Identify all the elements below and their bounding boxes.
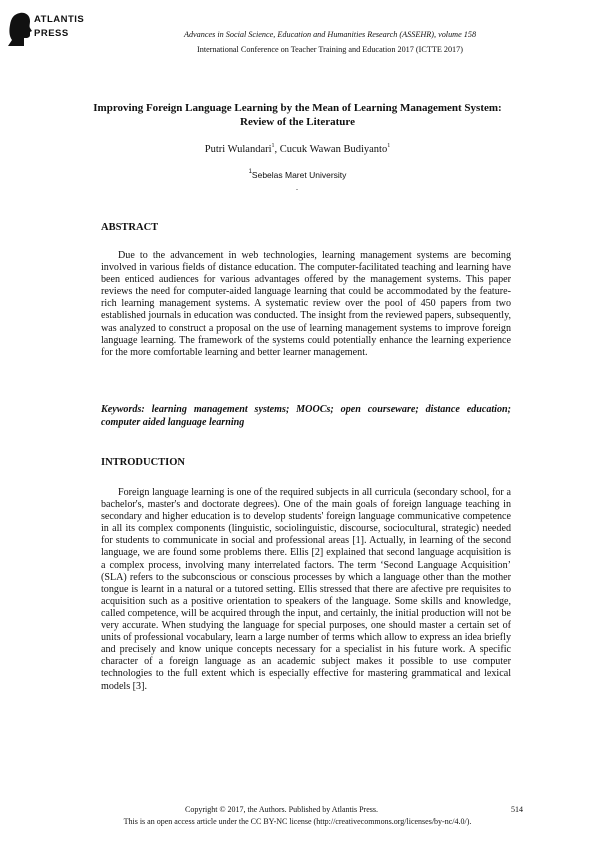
publisher-logo — [8, 10, 92, 46]
footer-copyright: Copyright © 2017, the Authors. Published by Atlantis Press. — [185, 805, 378, 814]
introduction-text: Foreign language learning is one of the required subjects in all curricula (secondary school, for a bachelor's, master's and doctorate degrees). One of the main goals of foreign language teaching in secondary and higher education is to develop students' foreign language communicative competence in all its complex components (linguistic, sociolinguistic, discourse, sociocultural, strategic) needed for students to communicate in social and professional areas [1]. Actually, in learning of the second language, we are found some problems there. Ellis [2] explained that second language acquisition is a complex process, involving many interrelated factors. The term ‘Second Language Acquisition’ (SLA) refers to the subconscious or conscious processes by which a language other than the mother tongue is learnt in a natural or a tutored setting. Ellis stressed that there are afective pre requisites to acquisition such as a positive orientation to speakers of the language. Some skills and knowledge, called competence, will be acquired through the input, and certainly, the initial production will not be very accurate. When studying the language for special purposes, one should master a certain set of units of professional vocabulary, learn a large number of terms which allow to express an idea briefly and precisely and know unique concepts necessary for a specialist in his future work. A specific character of a foreign language as an academic subject makes it possible to use computer technologies to the full extent which is especially effective for mastering grammatical and lexical models [3]. — [101, 487, 511, 692]
publisher-name-line1: ATLANTIS — [34, 14, 85, 25]
journal-header: Advances in Social Science, Education and Humanities Research (ASSEHR), volume 158 — [183, 30, 477, 39]
author-2-affil-mark: 1 — [387, 143, 391, 149]
keywords: Keywords: learning management systems; MOOCs; open courseware; distance education; computer aided language learning — [101, 404, 511, 428]
introduction-heading: INTRODUCTION — [101, 457, 186, 468]
author-1-affil-mark: 1 — [271, 143, 275, 149]
publisher-name-line2: PRESS — [34, 28, 69, 39]
abstract-heading: ABSTRACT — [101, 222, 159, 233]
abstract-text: Due to the advancement in web technologies, learning management systems are becoming involved in various fields of distance education. The computer-facilitated teaching and learning have been enticed audiences for various advantages offered by the management systems. This paper reviews the need for computer-aided language learning that could be accommodated by the feature-rich learning management systems. A systematic review over the pool of 450 papers from two established journals in education was conducted. The insight from the reviewed papers, subsequently, was analyzed to construct a proposal on the use of learning management systems to improve foreign language learning. The framework of the systems could potentially enhance the learning experience for the more comfortable learning and better learner management. — [101, 250, 511, 358]
conference-header: International Conference on Teacher Training and Education 2017 (ICTTE 2017) — [197, 45, 463, 54]
page-number: 514 — [511, 805, 523, 814]
author-2: Cucuk Wawan Budiyanto — [279, 144, 388, 155]
affiliation-name: Sebelas Maret University — [251, 170, 347, 180]
head-silhouette-icon — [8, 12, 32, 46]
author-1: Putri Wulandari — [204, 144, 272, 155]
affiliation-dot: . — [296, 183, 298, 192]
author-list — [0, 144, 595, 155]
affiliation — [0, 170, 595, 180]
footer-license: This is an open access article under the CC BY-NC license (http://creativecommons.org/licenses/by-nc/4.0/). — [123, 817, 472, 826]
paper-title: Improving Foreign Language Learning by the Mean of Learning Management System: Review of the Literature — [93, 102, 502, 128]
author-separator: , — [274, 144, 280, 155]
affiliation-mark: 1 — [248, 169, 252, 175]
